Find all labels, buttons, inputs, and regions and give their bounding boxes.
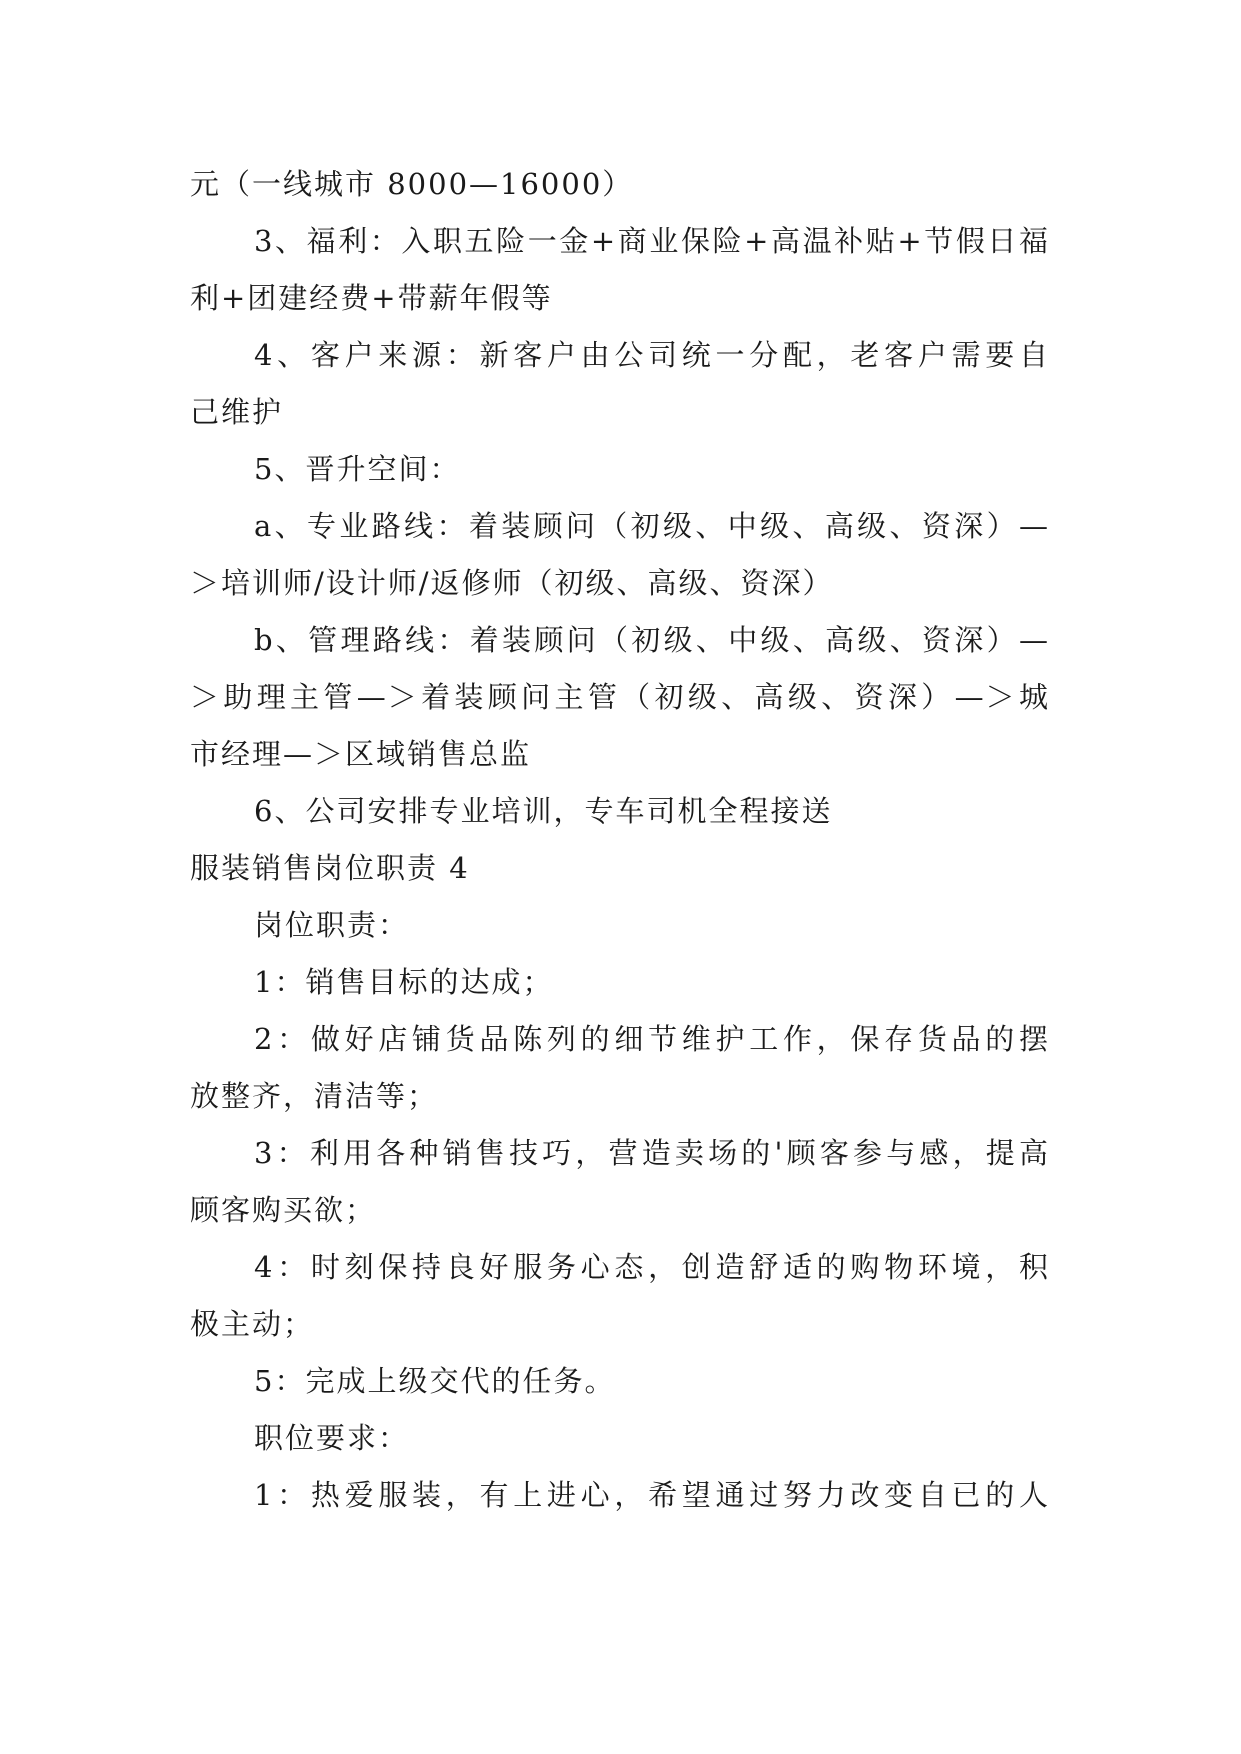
text-line: 6、公司安排专业培训，专车司机全程接送 [254, 794, 833, 828]
text-line: 5：完成上级交代的任务。 [254, 1364, 616, 1398]
text-line: 1：销售目标的达成； [254, 965, 554, 999]
text-line: 2：做好店铺货品陈列的细节维护工作，保存货品的摆 [254, 1022, 1050, 1056]
text-line: 放整齐，清洁等； [190, 1079, 439, 1113]
text-line: 1：热爱服装，有上进心，希望通过努力改变自已的人 [254, 1478, 1050, 1512]
text-line: 岗位职责： [254, 908, 410, 942]
text-line: b、管理路线：着装顾问（初级、中级、高级、资深）— [254, 623, 1050, 657]
text-line: 己维护 [190, 395, 284, 429]
text-line: 3、福利：入职五险一金+商业保险+高温补贴+节假日福 [254, 224, 1050, 258]
text-line: 市经理—＞区域销售总监 [190, 737, 532, 771]
text-line: 职位要求： [254, 1421, 410, 1455]
text-line: 4：时刻保持良好服务心态，创造舒适的购物环境，积 [254, 1250, 1050, 1284]
text-line: ＞培训师/设计师/返修师（初级、高级、资深） [190, 566, 834, 600]
text-line: 顾客购买欲； [190, 1193, 377, 1227]
text-line: 极主动； [190, 1307, 315, 1341]
text-line: 3：利用各种销售技巧，营造卖场的'顾客参与感，提高 [254, 1136, 1050, 1170]
section-heading: 服装销售岗位职责 4 [190, 851, 470, 885]
text-line: 元（一线城市 8000—16000） [190, 167, 634, 201]
text-line: 利+团建经费+带薪年假等 [190, 281, 553, 315]
text-line: 4、客户来源：新客户由公司统一分配，老客户需要自 [254, 338, 1050, 372]
text-line: a、专业路线：着装顾问（初级、中级、高级、资深）— [254, 509, 1050, 543]
text-line: 5、晋升空间： [254, 452, 461, 486]
text-line: ＞助理主管—＞着装顾问主管（初级、高级、资深）—＞城 [190, 680, 1050, 714]
